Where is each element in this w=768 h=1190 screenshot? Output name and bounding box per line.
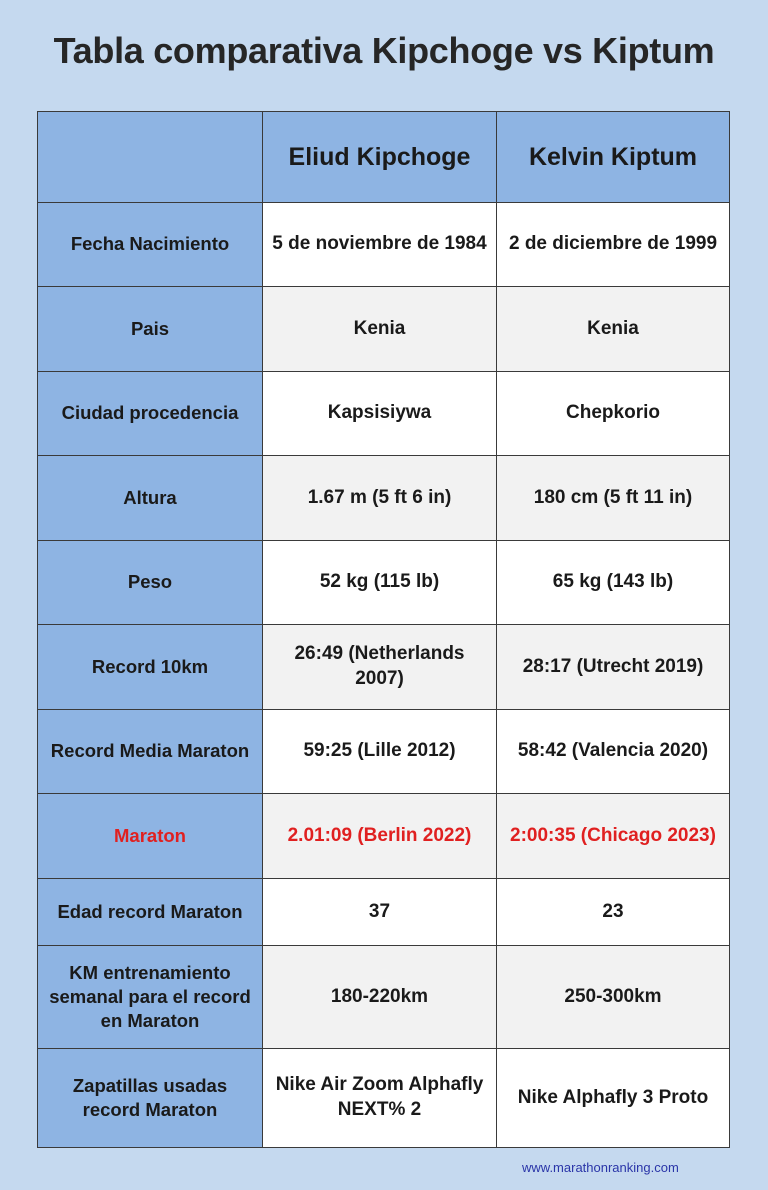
kiptum-value: 2 de diciembre de 1999	[497, 203, 730, 287]
kiptum-value: Nike Alphafly 3 Proto	[497, 1049, 730, 1148]
table-row	[38, 372, 730, 456]
table-row	[38, 879, 730, 946]
row-label: Fecha Nacimiento	[38, 203, 263, 287]
kipchoge-value: 2.01:09 (Berlin 2022)	[263, 794, 497, 879]
kipchoge-value: Kapsisiywa	[263, 372, 497, 456]
row-label: Record Media Maraton	[38, 710, 263, 794]
kiptum-value: 58:42 (Valencia 2020)	[497, 710, 730, 794]
footer-website-link[interactable]: www.marathonranking.com	[522, 1160, 679, 1175]
row-label: Peso	[38, 541, 263, 625]
kiptum-value: Chepkorio	[497, 372, 730, 456]
row-label: Altura	[38, 456, 263, 541]
table-row	[38, 625, 730, 710]
kiptum-value: Kenia	[497, 287, 730, 372]
header-athlete-kipchoge: Eliud Kipchoge	[263, 112, 497, 203]
kipchoge-value: 37	[263, 879, 497, 946]
table-row	[38, 1049, 730, 1148]
table-row	[38, 710, 730, 794]
kipchoge-value: Nike Air Zoom Alphafly NEXT% 2	[263, 1049, 497, 1148]
header-corner-cell	[38, 112, 263, 203]
header-athlete-kiptum: Kelvin Kiptum	[497, 112, 730, 203]
table-row	[38, 541, 730, 625]
kipchoge-value: 180-220km	[263, 946, 497, 1049]
kiptum-value: 250-300km	[497, 946, 730, 1049]
kiptum-value: 23	[497, 879, 730, 946]
kipchoge-value: 59:25 (Lille 2012)	[263, 710, 497, 794]
table-row	[38, 203, 730, 287]
kipchoge-value: 1.67 m (5 ft 6 in)	[263, 456, 497, 541]
kiptum-value: 2:00:35 (Chicago 2023)	[497, 794, 730, 879]
row-label: Maraton	[38, 794, 263, 879]
row-label: Edad record Maraton	[38, 879, 263, 946]
table-row	[38, 456, 730, 541]
row-label: KM entrenamiento semanal para el record en Maraton	[38, 946, 263, 1049]
row-label: Ciudad procedencia	[38, 372, 263, 456]
comparison-table	[37, 111, 730, 1148]
kiptum-value: 65 kg (143 lb)	[497, 541, 730, 625]
table-row	[38, 287, 730, 372]
table-row-highlight	[38, 794, 730, 879]
kipchoge-value: 26:49 (Netherlands 2007)	[263, 625, 497, 710]
kipchoge-value: Kenia	[263, 287, 497, 372]
row-label: Pais	[38, 287, 263, 372]
kiptum-value: 28:17 (Utrecht 2019)	[497, 625, 730, 710]
kiptum-value: 180 cm (5 ft 11 in)	[497, 456, 730, 541]
kipchoge-value: 52 kg (115 lb)	[263, 541, 497, 625]
row-label: Zapatillas usadas record Maraton	[38, 1049, 263, 1148]
table-header-row	[38, 112, 730, 203]
page-title: Tabla comparativa Kipchoge vs Kiptum	[53, 30, 715, 71]
table-row	[38, 946, 730, 1049]
row-label: Record 10km	[38, 625, 263, 710]
kipchoge-value: 5 de noviembre de 1984	[263, 203, 497, 287]
